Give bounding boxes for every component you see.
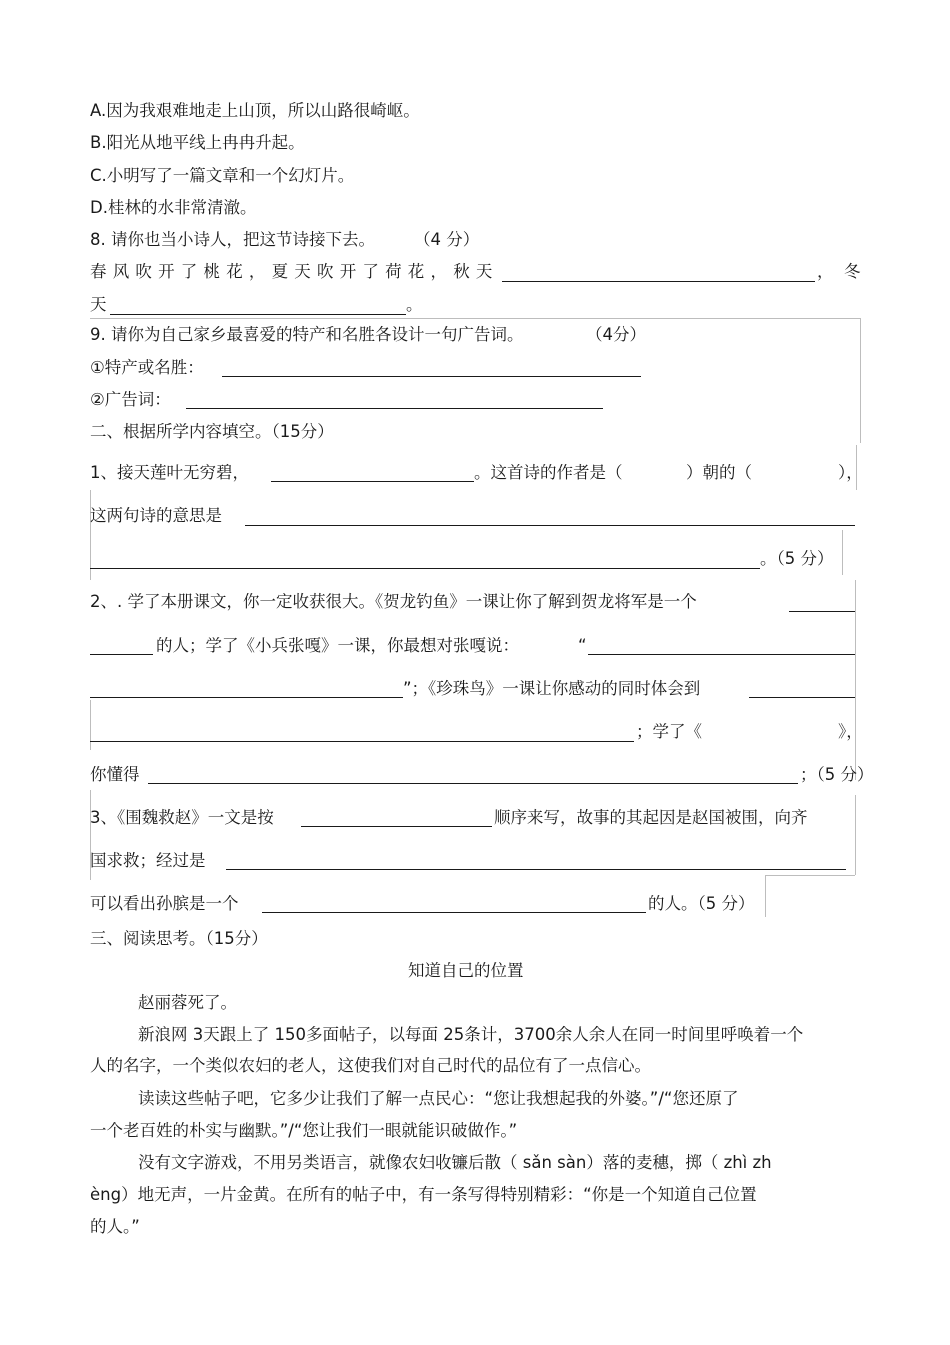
s2-q2-blank-1a[interactable] [789,611,855,612]
q8-score: （4 分） [414,230,480,249]
option-a: A.因为我艰难地走上山顶，所以山路很崎岖。 [90,101,420,120]
s2-q2-blank-4[interactable] [148,783,798,784]
option-c: C.小明写了一篇文章和一个幻灯片。 [90,166,355,185]
s2-q1-start: 1、接天莲叶无穷碧， [90,463,249,482]
s2-q2-blank-2a[interactable] [588,654,855,655]
box-border-top [90,318,860,319]
s2-q2-blank-2b[interactable] [90,697,403,698]
s2-q3-person-blank[interactable] [262,912,646,913]
s2-q2-line5: 你懂得 [90,765,140,784]
reading-p3-line1: 读读这些帖子吧，它多少让我们了解一点民心：“您让我想起我的外婆。”/“您还原了 [138,1089,739,1108]
box-border-left-2 [90,700,91,750]
q8-winter-blank[interactable] [110,314,406,315]
s2-q3-score: 的人。（5 分） [648,894,755,913]
option-d: D.桂林的水非常清澈。 [90,198,257,217]
q9-score: （4分） [586,325,646,344]
s2-q3-order-blank[interactable] [301,826,492,827]
s2-q2-blank-3b[interactable] [90,741,634,742]
s2-q2-line3: ”；《珍珠鸟》一课让你感动的同时体会到 [403,679,701,698]
reading-p4-line3: 的人。” [90,1217,140,1236]
reading-p4-line1: 没有文字游戏，不用另类语言，就像农妇收镰后散（ sǎn sàn）落的麦穗，掷（ zhì zh [138,1153,772,1172]
s2-q3-line3: 可以看出孙膑是一个 [90,894,239,913]
option-b: B.阳光从地平线上冉冉升起。 [90,133,305,152]
s2-q3-start: 3、《围魏救赵》一文是按 [90,808,274,827]
q9-item-2-blank[interactable] [186,408,603,409]
q8-period: 。 [406,295,423,314]
s2-q2-line4-b: 》， [838,722,863,741]
q9-item-1: ①特产或名胜： [90,358,204,377]
s2-q1-meaning-blank-1[interactable] [245,525,855,526]
s2-q1-score: 。（5 分） [760,549,834,568]
s2-q3-mid: 顺序来写，故事的其起因是赵国被围，向齐 [494,808,808,827]
q8-autumn-blank[interactable] [502,281,815,282]
s2-q2-line4-a: ；学了《 [636,722,702,741]
s2-q3-process-blank[interactable] [226,869,846,870]
q8-winter-char-2: 天 [90,295,107,314]
reading-p2-line2: 人的名字，一个类似农妇的老人，这使我们对自己时代的品位有了一点信心。 [90,1056,651,1075]
s2-q2-blank-3a[interactable] [749,697,855,698]
s2-q2-quote-open: “ [578,636,587,655]
s2-q1-poem-blank[interactable] [271,481,474,482]
q9-item-2: ②广告词： [90,390,171,409]
box-border-right-5 [855,795,856,875]
s2-q1-mid: 。这首诗的作者是（ [474,463,623,482]
reading-p4-line2: èng）地无声，一片金黄。在所有的帖子中，有一条写得特别精彩：“你是一个知道自己位置 [90,1185,757,1204]
s2-q1-meaning-label: 这两句诗的意思是 [90,506,222,525]
q9-item-1-blank[interactable] [222,376,641,377]
box-border-right-4 [855,580,856,780]
box-border-left-1 [90,490,91,580]
box-border-bottom [765,875,855,876]
s2-q2-blank-1b[interactable] [90,654,153,655]
box-border-right-3 [842,530,843,575]
q8-winter-char: 冬 [844,262,861,281]
s2-q2-score: ；（5 分） [800,765,874,784]
s2-q1-paren-end: ）， [838,463,863,482]
box-border-right-1 [860,318,861,443]
box-border-right-6 [765,875,766,917]
q8-prompt: 8. 请你也当小诗人，把这节诗接下去。 [90,230,375,249]
reading-p3-line2: 一个老百姓的朴实与幽默。”/“您让我们一眼就能识破做作。” [90,1121,518,1140]
s2-q3-line2: 国求救；经过是 [90,851,206,870]
section-3-heading: 三、阅读思考。（15分） [90,929,268,948]
section-2-heading: 二、根据所学内容填空。（15分） [90,422,334,441]
q8-comma: ， [817,262,834,281]
reading-title: 知道自己的位置 [408,961,524,980]
s2-q1-meaning-blank-2[interactable] [90,568,760,569]
s2-q2-start: 2、. 学了本册课文，你一定收获很大。《贺龙钓鱼》一课让你了解到贺龙将军是一个 [90,592,697,611]
q9-prompt: 9. 请你为自己家乡最喜爱的特产和名胜各设计一句广告词。 [90,325,524,344]
q8-poem-line: 春风吹开了桃花，夏天吹开了荷花，秋天 [90,262,499,281]
s2-q1-dynasty: ）朝的（ [686,463,752,482]
s2-q2-line2: 的人；学了《小兵张嘎》一课，你最想对张嘎说： [156,636,519,655]
reading-p2-line1: 新浪网 3天跟上了 150多面帖子，以每面 25条计，3700余人余人在同一时间里呼唤着一个 [138,1025,804,1044]
reading-p1: 赵丽蓉死了。 [138,993,237,1012]
